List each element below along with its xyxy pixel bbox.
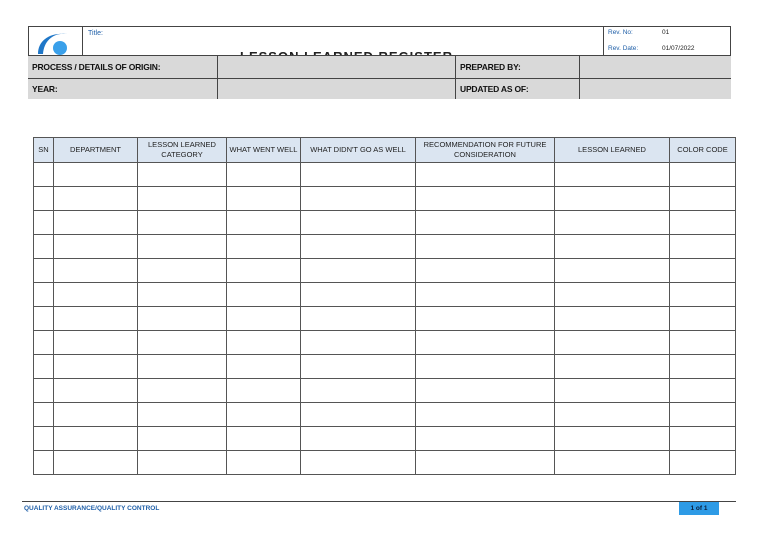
table-row	[34, 259, 736, 283]
table-cell[interactable]	[34, 187, 54, 211]
table-cell[interactable]	[301, 187, 416, 211]
table-cell[interactable]	[416, 283, 555, 307]
table-cell[interactable]	[227, 403, 301, 427]
table-cell[interactable]	[34, 307, 54, 331]
table-cell[interactable]	[555, 163, 670, 187]
table-cell[interactable]	[416, 379, 555, 403]
table-cell[interactable]	[301, 283, 416, 307]
table-cell[interactable]	[670, 259, 736, 283]
table-cell[interactable]	[555, 259, 670, 283]
table-cell[interactable]	[54, 187, 138, 211]
table-row	[34, 427, 736, 451]
prepared-by-value-field[interactable]	[580, 55, 731, 78]
table-row	[34, 403, 736, 427]
table-cell[interactable]	[227, 283, 301, 307]
table-cell[interactable]	[54, 163, 138, 187]
table-cell[interactable]	[34, 427, 54, 451]
column-header: LESSON LEARNED CATEGORY	[138, 138, 227, 163]
lesson-register-table	[33, 137, 736, 475]
table-cell[interactable]	[670, 331, 736, 355]
title-label: Title:	[88, 30, 103, 37]
table-cell[interactable]	[301, 379, 416, 403]
table-cell[interactable]	[34, 259, 54, 283]
updated-as-of-value-field[interactable]	[580, 78, 731, 99]
table-cell[interactable]	[54, 403, 138, 427]
table-cell[interactable]	[670, 379, 736, 403]
table-cell[interactable]	[416, 427, 555, 451]
table-cell[interactable]	[54, 235, 138, 259]
table-cell[interactable]	[670, 187, 736, 211]
table-cell[interactable]	[227, 331, 301, 355]
table-cell[interactable]	[227, 163, 301, 187]
table-cell[interactable]	[555, 187, 670, 211]
table-cell[interactable]	[138, 427, 227, 451]
table-cell[interactable]	[34, 379, 54, 403]
table-cell[interactable]	[670, 163, 736, 187]
table-cell[interactable]	[227, 235, 301, 259]
table-cell[interactable]	[227, 355, 301, 379]
table-cell[interactable]	[138, 307, 227, 331]
table-cell[interactable]	[555, 403, 670, 427]
table-cell[interactable]	[555, 427, 670, 451]
table-cell[interactable]	[54, 379, 138, 403]
table-cell[interactable]	[301, 355, 416, 379]
table-cell[interactable]	[138, 451, 227, 475]
logo-swoosh-icon	[28, 26, 83, 56]
page-number-badge: 1 of 1	[679, 502, 719, 515]
rev-date-label: Rev. Date:	[608, 45, 639, 52]
table-cell[interactable]	[34, 235, 54, 259]
table-cell[interactable]	[138, 163, 227, 187]
table-cell[interactable]	[670, 235, 736, 259]
table-cell[interactable]	[670, 283, 736, 307]
table-cell[interactable]	[555, 283, 670, 307]
table-cell[interactable]	[416, 211, 555, 235]
table-cell[interactable]	[138, 331, 227, 355]
table-cell[interactable]	[227, 259, 301, 283]
table-cell[interactable]	[54, 259, 138, 283]
rev-date-value: 01/07/2022	[662, 45, 695, 52]
table-cell[interactable]	[301, 403, 416, 427]
table-cell[interactable]	[555, 307, 670, 331]
table-row	[34, 283, 736, 307]
year-value-field[interactable]	[218, 78, 456, 99]
footer-divider	[22, 501, 736, 502]
table-cell[interactable]	[34, 331, 54, 355]
table-cell[interactable]	[34, 355, 54, 379]
table-cell[interactable]	[138, 403, 227, 427]
table-cell[interactable]	[227, 187, 301, 211]
table-cell[interactable]	[54, 355, 138, 379]
table-cell[interactable]	[227, 307, 301, 331]
table-cell[interactable]	[54, 211, 138, 235]
table-cell[interactable]	[555, 331, 670, 355]
column-header: WHAT DIDN'T GO AS WELL	[301, 138, 416, 163]
table-cell[interactable]	[34, 211, 54, 235]
column-header: RECOMMENDATION FOR FUTURE CONSIDERATION	[416, 138, 555, 163]
table-cell[interactable]	[138, 355, 227, 379]
year-label: YEAR:	[28, 78, 218, 99]
table-cell[interactable]	[555, 211, 670, 235]
rev-no-value: 01	[662, 29, 670, 36]
table-cell[interactable]	[416, 403, 555, 427]
table-cell[interactable]	[301, 451, 416, 475]
table-cell[interactable]	[227, 427, 301, 451]
table-cell[interactable]	[416, 235, 555, 259]
table-cell[interactable]	[670, 211, 736, 235]
table-row	[34, 331, 736, 355]
table-cell[interactable]	[301, 427, 416, 451]
table-cell[interactable]	[34, 283, 54, 307]
table-cell[interactable]	[138, 211, 227, 235]
column-header: COLOR CODE	[670, 138, 736, 163]
column-header: DEPARTMENT	[54, 138, 138, 163]
table-cell[interactable]	[416, 355, 555, 379]
revision-block	[603, 26, 731, 56]
table-cell[interactable]	[670, 403, 736, 427]
company-logo	[28, 26, 83, 56]
table-header-row	[34, 138, 736, 163]
table-cell[interactable]	[54, 427, 138, 451]
footer-department: QUALITY ASSURANCE/QUALITY CONTROL	[24, 505, 160, 512]
table-row	[34, 163, 736, 187]
table-cell[interactable]	[416, 163, 555, 187]
table-cell[interactable]	[416, 451, 555, 475]
table-row	[34, 211, 736, 235]
table-cell[interactable]	[416, 259, 555, 283]
table-cell[interactable]	[555, 355, 670, 379]
table-cell[interactable]	[301, 259, 416, 283]
column-header: WHAT WENT WELL	[227, 138, 301, 163]
table-cell[interactable]	[416, 187, 555, 211]
prepared-by-label: PREPARED BY:	[456, 55, 580, 78]
table-row	[34, 187, 736, 211]
table-cell[interactable]	[555, 451, 670, 475]
table-cell[interactable]	[416, 307, 555, 331]
table-cell[interactable]	[34, 163, 54, 187]
table-cell[interactable]	[670, 355, 736, 379]
table-cell[interactable]	[301, 163, 416, 187]
table-cell[interactable]	[555, 379, 670, 403]
table-row	[34, 235, 736, 259]
table-cell[interactable]	[34, 451, 54, 475]
table-cell[interactable]	[301, 307, 416, 331]
table-cell[interactable]	[227, 451, 301, 475]
table-row	[34, 355, 736, 379]
table-cell[interactable]	[54, 331, 138, 355]
table-cell[interactable]	[138, 283, 227, 307]
table-cell[interactable]	[138, 379, 227, 403]
updated-as-of-label: UPDATED AS OF:	[456, 78, 580, 99]
table-cell[interactable]	[138, 235, 227, 259]
table-cell[interactable]	[138, 187, 227, 211]
process-label: PROCESS / DETAILS OF ORIGIN:	[28, 55, 218, 78]
process-value-field[interactable]	[218, 55, 456, 78]
table-cell[interactable]	[54, 451, 138, 475]
rev-no-label: Rev. No:	[608, 29, 633, 36]
table-cell[interactable]	[301, 331, 416, 355]
table-cell[interactable]	[54, 283, 138, 307]
table-cell[interactable]	[555, 235, 670, 259]
table-row	[34, 451, 736, 475]
column-header: SN	[34, 138, 54, 163]
table-row	[34, 307, 736, 331]
table-cell[interactable]	[416, 331, 555, 355]
table-cell[interactable]	[138, 259, 227, 283]
table-cell[interactable]	[670, 427, 736, 451]
table-cell[interactable]	[54, 307, 138, 331]
table-cell[interactable]	[670, 451, 736, 475]
column-header: LESSON LEARNED	[555, 138, 670, 163]
info-rows	[28, 55, 731, 99]
table-cell[interactable]	[670, 307, 736, 331]
table-cell[interactable]	[227, 211, 301, 235]
table-cell[interactable]	[34, 403, 54, 427]
table-row	[34, 379, 736, 403]
table-cell[interactable]	[301, 235, 416, 259]
table-cell[interactable]	[301, 211, 416, 235]
table-cell[interactable]	[227, 379, 301, 403]
